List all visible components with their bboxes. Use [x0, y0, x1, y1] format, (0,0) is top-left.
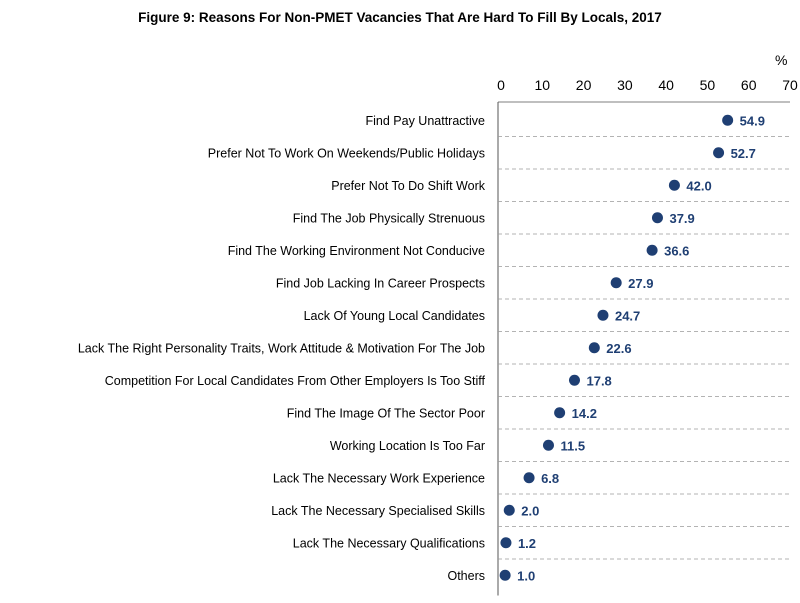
data-label: 24.7 [614, 308, 641, 324]
data-point [669, 180, 680, 191]
x-tick-label: 30 [617, 77, 633, 93]
data-point [652, 212, 663, 223]
x-tick-label: 60 [740, 77, 757, 93]
data-point [611, 277, 622, 288]
x-tick-label: 50 [699, 77, 716, 93]
category-label: Find The Job Physically Strenuous [292, 211, 485, 226]
x-tick-label: 10 [534, 77, 551, 93]
data-point [524, 472, 535, 483]
data-label: 2.0 [521, 503, 540, 519]
data-point [500, 570, 511, 581]
data-point [589, 342, 600, 353]
data-point [569, 375, 580, 386]
data-label: 1.0 [517, 568, 536, 584]
data-label: 22.6 [606, 340, 632, 356]
data-label: 37.9 [669, 210, 695, 226]
data-label: 52.7 [730, 145, 756, 161]
data-label: 54.9 [739, 113, 765, 129]
chart-title: Figure 9: Reasons For Non-PMET Vacancies That Are Hard To Fill By Locals, 2017 [138, 10, 662, 25]
data-point [722, 115, 733, 126]
data-point [500, 537, 511, 548]
data-label: 42.0 [686, 178, 712, 194]
x-tick-label: 0 [497, 77, 505, 93]
data-label: 17.8 [586, 373, 612, 389]
category-label: Find The Image Of The Sector Poor [286, 406, 485, 421]
category-label: Find The Working Environment Not Conducive [227, 243, 485, 258]
x-tick-label: 70 [782, 77, 798, 93]
category-label: Lack The Necessary Specialised Skills [271, 503, 485, 518]
x-tick-label: 40 [658, 77, 674, 93]
data-point [597, 310, 608, 321]
x-axis-unit-label: % [775, 52, 788, 68]
data-label: 1.2 [517, 535, 537, 551]
data-point [554, 407, 565, 418]
data-point [713, 147, 724, 158]
category-label: Others [447, 568, 485, 583]
category-label: Find Job Lacking In Career Prospects [275, 276, 485, 291]
category-label: Prefer Not To Work On Weekends/Public Holidays [207, 146, 485, 161]
data-point [543, 440, 554, 451]
category-label: Lack Of Young Local Candidates [303, 308, 485, 323]
category-label: Prefer Not To Do Shift Work [331, 178, 485, 193]
category-label: Competition For Local Candidates From Other Employers Is Too Stiff [104, 373, 485, 388]
data-label: 14.2 [571, 405, 597, 421]
category-label: Lack The Necessary Qualifications [292, 536, 485, 551]
category-label: Lack The Right Personality Traits, Work Attitude & Motivation For The Job [77, 341, 485, 356]
category-label: Find Pay Unattractive [365, 113, 485, 128]
data-point [504, 505, 515, 516]
data-label: 36.6 [664, 243, 690, 259]
category-label: Lack The Necessary Work Experience [272, 471, 485, 486]
data-label: 11.5 [560, 438, 586, 454]
category-label: Working Location Is Too Far [329, 438, 485, 453]
x-tick-label: 20 [575, 77, 592, 93]
data-label: 6.8 [541, 470, 560, 486]
data-label: 27.9 [628, 275, 654, 291]
data-point [647, 245, 658, 256]
